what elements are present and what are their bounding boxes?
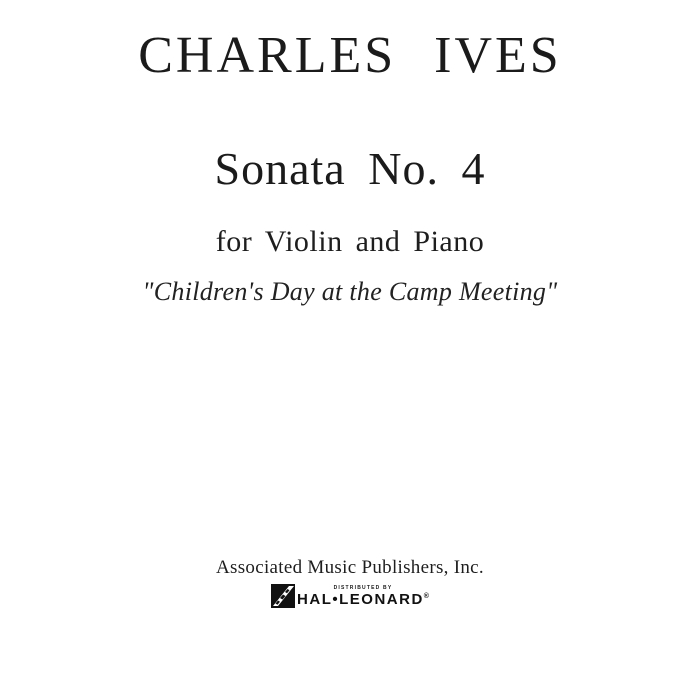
instrumentation-subtitle: for Violin and Piano bbox=[215, 225, 485, 258]
hal-leonard-logo-icon bbox=[271, 584, 295, 608]
registered-trademark-symbol: ® bbox=[423, 592, 429, 600]
composer-name: CHARLES IVES bbox=[138, 27, 562, 84]
distributor-name-text: HAL•LEONARD bbox=[297, 590, 424, 608]
distributor-block bbox=[0, 584, 700, 613]
distributor-name bbox=[297, 592, 429, 609]
work-title: Sonata No. 4 bbox=[214, 143, 486, 194]
distributed-by-label: DISTRIBUTED BY bbox=[333, 584, 393, 591]
subtitle-quote: "Children's Day at the Camp Meeting" bbox=[142, 277, 558, 306]
publisher-name: Associated Music Publishers, Inc. bbox=[216, 557, 484, 578]
distributor-text-block bbox=[297, 585, 429, 609]
